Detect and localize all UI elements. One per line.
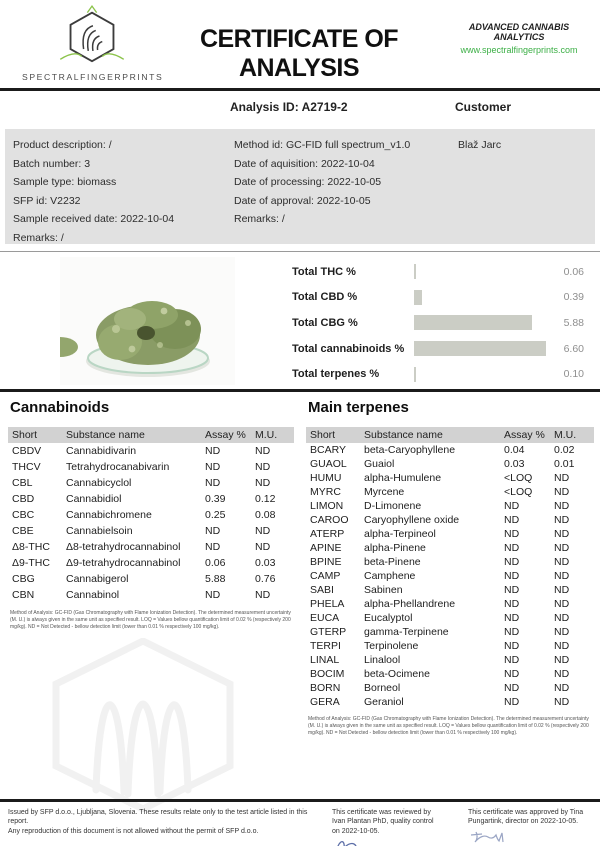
substance-short: THCV bbox=[12, 461, 41, 473]
chart-bar-track bbox=[414, 315, 546, 330]
chart-bar bbox=[414, 315, 532, 330]
chart-row bbox=[292, 259, 584, 285]
chart-bar bbox=[414, 290, 422, 305]
customer-heading: Customer bbox=[455, 100, 512, 114]
chart-category-label: Total CBG % bbox=[292, 316, 358, 329]
mu-value: ND bbox=[554, 612, 570, 624]
sample-info-field: Product description: / bbox=[13, 139, 112, 151]
cannabinoids-method-note: Method of Analysis: GC-FID (Gas Chromatography with Flame Ionization Detection). The determined measurement uncertainty (M. U.) is always given in the same unit as specified result. LOQ = Values bellow quantification limit of 0.02 % (respectively 200 mg/kg). ND = Not Detected - bellow detection limit (lower than 0.01 % respectively 100 mg/kg). bbox=[10, 610, 291, 630]
substance-short: EUCA bbox=[310, 612, 340, 624]
mu-value: 0.08 bbox=[255, 509, 276, 521]
substance-name: Cannabigerol bbox=[66, 573, 129, 585]
terpenes-table bbox=[306, 427, 594, 709]
table-row bbox=[8, 523, 294, 539]
chart-value-label: 5.88 bbox=[563, 316, 584, 329]
chart-bar-track bbox=[414, 367, 546, 382]
mu-value: ND bbox=[554, 584, 570, 596]
chart-bar bbox=[414, 264, 416, 279]
mu-value: ND bbox=[255, 541, 271, 553]
substance-short: CAMP bbox=[310, 570, 341, 582]
hexagon-fingerprint-logo-icon bbox=[36, 5, 148, 67]
chart-category-label: Total THC % bbox=[292, 265, 356, 278]
mu-value: ND bbox=[554, 528, 570, 540]
assay-value: 5.88 bbox=[205, 573, 226, 585]
substance-name: Cannabichromene bbox=[66, 509, 152, 521]
substance-name: alpha-Terpineol bbox=[364, 528, 436, 540]
mu-value: ND bbox=[554, 556, 570, 568]
assay-value: ND bbox=[504, 528, 520, 540]
table-body bbox=[306, 443, 594, 709]
chart-bar bbox=[414, 341, 546, 356]
sample-info-field: Remarks: / bbox=[234, 213, 285, 225]
substance-name: Guaiol bbox=[364, 458, 395, 470]
assay-value: 0.03 bbox=[504, 458, 525, 470]
table-row bbox=[306, 695, 594, 709]
mu-value: 0.01 bbox=[554, 458, 575, 470]
substance-short: CBDV bbox=[12, 445, 42, 457]
sample-info-field: Sample type: biomass bbox=[13, 176, 117, 188]
chart-value-label: 0.06 bbox=[563, 265, 584, 278]
assay-value: ND bbox=[504, 626, 520, 638]
chart-bar-track bbox=[414, 264, 546, 279]
mu-value: 0.12 bbox=[255, 493, 276, 505]
table-row bbox=[8, 491, 294, 507]
table-row bbox=[306, 569, 594, 583]
column-header: Assay % bbox=[500, 427, 550, 443]
table-header-row bbox=[306, 427, 594, 443]
sample-info-field: Date of aquisition: 2022-10-04 bbox=[234, 157, 375, 170]
substance-short: LINAL bbox=[310, 654, 340, 666]
substance-name: Terpinolene bbox=[364, 640, 419, 652]
substance-short: MYRC bbox=[310, 486, 341, 498]
table-row bbox=[306, 457, 594, 471]
table-row bbox=[306, 583, 594, 597]
mu-value: ND bbox=[255, 461, 271, 473]
chart-row bbox=[292, 310, 584, 336]
mu-value: ND bbox=[554, 598, 570, 610]
mu-value: ND bbox=[554, 500, 570, 512]
mu-value: ND bbox=[554, 668, 570, 680]
assay-value: 0.04 bbox=[504, 444, 525, 456]
table-row bbox=[8, 539, 294, 555]
substance-name: Geraniol bbox=[364, 696, 404, 708]
substance-short: PHELA bbox=[310, 598, 345, 610]
customer-name: Blaž Jarc bbox=[458, 139, 502, 151]
substance-name: Camphene bbox=[364, 570, 416, 582]
mu-value: ND bbox=[554, 682, 570, 694]
assay-value: ND bbox=[504, 612, 520, 624]
table-row bbox=[306, 639, 594, 653]
chart-bar-track bbox=[414, 290, 546, 305]
substance-short: CAROO bbox=[310, 514, 349, 526]
table-row bbox=[8, 587, 294, 603]
sample-info-left-column bbox=[13, 136, 234, 244]
sample-info-box bbox=[5, 129, 595, 244]
sample-info-field: Sample received date: 2022-10-04 bbox=[13, 213, 175, 225]
table-row bbox=[306, 541, 594, 555]
cannabis-sample-on-petri-dish-image bbox=[60, 257, 235, 385]
table-row bbox=[8, 459, 294, 475]
cannabinoids-table bbox=[8, 427, 294, 603]
reviewer-signature bbox=[332, 837, 390, 846]
sample-info-field: SFP id: V2232 bbox=[13, 194, 81, 207]
column-header: Substance name bbox=[62, 427, 201, 443]
substance-short: GERA bbox=[310, 696, 340, 708]
section-divider-thick bbox=[0, 389, 600, 392]
table-head bbox=[306, 427, 594, 443]
substance-name: Δ8-tetrahydrocannabinol bbox=[66, 541, 181, 553]
header-right bbox=[443, 22, 595, 55]
footer-approved-text: This certificate was approved by Tina Pungartink, director on 2022-10-05. bbox=[468, 809, 584, 826]
table-row bbox=[8, 571, 294, 587]
substance-name: Myrcene bbox=[364, 486, 405, 498]
mu-value: ND bbox=[554, 542, 570, 554]
column-header: Assay % bbox=[201, 427, 251, 443]
assay-value: ND bbox=[205, 461, 221, 473]
assay-value: ND bbox=[504, 668, 520, 680]
cannabinoids-title: Cannabinoids bbox=[10, 399, 110, 416]
substance-name: Cannabinol bbox=[66, 589, 120, 601]
sample-info-field: Method id: GC-FID full spectrum_v1.0 bbox=[234, 139, 411, 151]
table-row bbox=[306, 471, 594, 485]
chart-row bbox=[292, 285, 584, 311]
sample-info-field: Date of approval: 2022-10-05 bbox=[234, 194, 371, 207]
mu-value: ND bbox=[554, 626, 570, 638]
mu-value: 0.02 bbox=[554, 444, 575, 456]
mu-value: ND bbox=[255, 589, 271, 601]
substance-short: SABI bbox=[310, 584, 334, 596]
chart-value-label: 0.39 bbox=[563, 291, 584, 304]
terpenes-method-note: Method of Analysis: GC-FID (Gas Chromatography with Flame Ionization Detection). The determined measurement uncertainty (M. U.) is always given in the same unit as specified result. LOQ = Values bellow quantification limit of 0.02 % (respectively 200 mg/kg). ND = Not Detected - bellow detection limit (lower than 0.01 % respectively 100 mg/kg). bbox=[308, 716, 589, 736]
footer-issued-line2: Any reproduction of this document is not allowed without the permit of SFP d.o.o. bbox=[8, 827, 259, 835]
mu-value: ND bbox=[554, 640, 570, 652]
table-row bbox=[306, 597, 594, 611]
assay-value: <LOQ bbox=[504, 486, 533, 498]
table-body bbox=[8, 443, 294, 603]
column-header: Short bbox=[306, 427, 360, 443]
substance-short: GUAOL bbox=[310, 458, 347, 470]
substance-name: alpha-Pinene bbox=[364, 542, 426, 554]
table-row bbox=[306, 527, 594, 541]
assay-value: ND bbox=[504, 570, 520, 582]
table-row bbox=[306, 555, 594, 569]
substance-name: Cannabielsoin bbox=[66, 525, 133, 537]
substance-short: GTERP bbox=[310, 626, 347, 638]
table-row bbox=[306, 485, 594, 499]
sample-info-field: Remarks: / bbox=[13, 231, 64, 244]
substance-name: beta-Caryophyllene bbox=[364, 444, 456, 456]
assay-value: 0.39 bbox=[205, 493, 226, 505]
footer-reviewed-text: This certificate was reviewed by Ivan Plantan PhD, quality control on 2022-10-05. bbox=[332, 809, 434, 835]
mu-value: ND bbox=[554, 654, 570, 666]
assay-value: ND bbox=[504, 654, 520, 666]
table-row bbox=[306, 499, 594, 513]
assay-value: ND bbox=[504, 514, 520, 526]
tagline: ADVANCED CANNABIS ANALYTICS bbox=[468, 22, 570, 42]
table-row bbox=[306, 513, 594, 527]
assay-value: <LOQ bbox=[504, 472, 533, 484]
substance-name: D-Limonene bbox=[364, 500, 422, 512]
chart-row bbox=[292, 361, 584, 387]
substance-name: alpha-Phellandrene bbox=[364, 598, 456, 610]
substance-short: TERPI bbox=[310, 640, 341, 652]
substance-name: Borneol bbox=[364, 682, 401, 694]
mu-value: 0.76 bbox=[255, 573, 276, 585]
substance-short: CBC bbox=[12, 509, 35, 521]
page-title: CERTIFICATE OF ANALYSIS bbox=[199, 25, 399, 82]
column-header: Short bbox=[8, 427, 62, 443]
substance-name: Sabinen bbox=[364, 584, 403, 596]
assay-value: 0.06 bbox=[205, 557, 226, 569]
substance-name: Tetrahydrocanabivarin bbox=[66, 461, 170, 473]
table-row bbox=[306, 611, 594, 625]
substance-name: beta-Ocimene bbox=[364, 668, 430, 680]
chart-category-label: Total cannabinoids % bbox=[292, 342, 405, 355]
mu-value: ND bbox=[554, 472, 570, 484]
cannabinoids-section bbox=[8, 399, 294, 631]
website-url: www.spectralfingerprints.com bbox=[460, 45, 578, 55]
director-signature bbox=[468, 828, 514, 845]
terpenes-title: Main terpenes bbox=[308, 399, 409, 416]
substance-name: Eucalyptol bbox=[364, 612, 413, 624]
mu-value: ND bbox=[255, 525, 271, 537]
substance-short: BOCIM bbox=[310, 668, 345, 680]
assay-value: 0.25 bbox=[205, 509, 226, 521]
assay-value: ND bbox=[205, 589, 221, 601]
assay-value: ND bbox=[504, 542, 520, 554]
logo-text: SPECTRALFINGERPRINTS bbox=[22, 72, 164, 82]
substance-name: Caryophyllene oxide bbox=[364, 514, 460, 526]
customer-column bbox=[458, 136, 501, 244]
substance-short: APINE bbox=[310, 542, 342, 554]
substance-name: Cannabidivarin bbox=[66, 445, 137, 457]
table-row bbox=[306, 667, 594, 681]
substance-short: BPINE bbox=[310, 556, 342, 568]
footer-issued bbox=[8, 808, 328, 836]
substance-short: BCARY bbox=[310, 444, 346, 456]
chart-bar bbox=[414, 367, 416, 382]
substance-short: ATERP bbox=[310, 528, 345, 540]
assay-value: ND bbox=[205, 477, 221, 489]
section-divider-thin bbox=[0, 251, 600, 252]
chart-row bbox=[292, 336, 584, 362]
substance-name: Cannabidiol bbox=[66, 493, 122, 505]
assay-value: ND bbox=[205, 525, 221, 537]
substance-short: LIMON bbox=[310, 500, 344, 512]
footer-approved bbox=[468, 808, 596, 845]
chart-category-label: Total CBD % bbox=[292, 291, 358, 304]
substance-name: Cannabicyclol bbox=[66, 477, 132, 489]
chart-category-label: Total terpenes % bbox=[292, 368, 380, 381]
substance-name: beta-Pinene bbox=[364, 556, 421, 568]
table-row bbox=[306, 625, 594, 639]
table-row bbox=[8, 443, 294, 459]
substance-name: Linalool bbox=[364, 654, 401, 666]
assay-value: ND bbox=[504, 556, 520, 568]
chart-bar-track bbox=[414, 341, 546, 356]
mu-value: ND bbox=[255, 445, 271, 457]
assay-value: ND bbox=[504, 500, 520, 512]
substance-short: CBD bbox=[12, 493, 35, 505]
substance-short: BORN bbox=[310, 682, 341, 694]
sample-info-middle-column bbox=[234, 136, 458, 244]
substance-short: CBL bbox=[12, 477, 33, 489]
footer-divider bbox=[0, 799, 600, 802]
assay-value: ND bbox=[205, 445, 221, 457]
table-row bbox=[306, 443, 594, 457]
assay-value: ND bbox=[504, 682, 520, 694]
assay-value: ND bbox=[205, 541, 221, 553]
substance-name: Δ9-tetrahydrocannabinol bbox=[66, 557, 181, 569]
mu-value: ND bbox=[554, 486, 570, 498]
assay-value: ND bbox=[504, 584, 520, 596]
table-row bbox=[8, 507, 294, 523]
table-row bbox=[8, 475, 294, 491]
mu-value: ND bbox=[554, 696, 570, 708]
column-header: M.U. bbox=[251, 427, 294, 443]
analysis-id: Analysis ID: A2719-2 bbox=[230, 100, 348, 114]
table-row bbox=[8, 555, 294, 571]
column-header: Substance name bbox=[360, 427, 500, 443]
column-header: M.U. bbox=[550, 427, 594, 443]
chart-value-label: 0.10 bbox=[563, 368, 584, 381]
sample-info-field: Batch number: 3 bbox=[13, 157, 91, 170]
substance-short: CBG bbox=[12, 573, 35, 585]
table-header-row bbox=[8, 427, 294, 443]
substance-name: alpha-Humulene bbox=[364, 472, 442, 484]
assay-value: ND bbox=[504, 598, 520, 610]
sample-photo bbox=[60, 257, 235, 385]
substance-name: gamma-Terpinene bbox=[364, 626, 449, 638]
substance-short: Δ8-THC bbox=[12, 541, 50, 553]
logo bbox=[22, 5, 162, 82]
footer-reviewed bbox=[332, 808, 440, 846]
substance-short: CBN bbox=[12, 589, 35, 601]
mu-value: ND bbox=[255, 477, 271, 489]
sample-info-field: Date of processing: 2022-10-05 bbox=[234, 176, 382, 188]
substance-short: CBE bbox=[12, 525, 34, 537]
assay-value: ND bbox=[504, 640, 520, 652]
substance-short: HUMU bbox=[310, 472, 342, 484]
table-head bbox=[8, 427, 294, 443]
watermark-hexagon-peaks-icon bbox=[46, 638, 241, 812]
mu-value: ND bbox=[554, 570, 570, 582]
terpenes-section bbox=[306, 399, 594, 737]
totals-bar-chart bbox=[292, 259, 584, 387]
footer-issued-line1: Issued by SFP d.o.o., Ljubljana, Slovenia. These results relate only to the test article listed in this report. bbox=[8, 809, 308, 826]
table-row bbox=[306, 653, 594, 667]
chart-value-label: 6.60 bbox=[563, 342, 584, 355]
mu-value: ND bbox=[554, 514, 570, 526]
assay-value: ND bbox=[504, 696, 520, 708]
table-row bbox=[306, 681, 594, 695]
header-divider bbox=[0, 88, 600, 91]
mu-value: 0.03 bbox=[255, 557, 276, 569]
substance-short: Δ9-THC bbox=[12, 557, 50, 569]
